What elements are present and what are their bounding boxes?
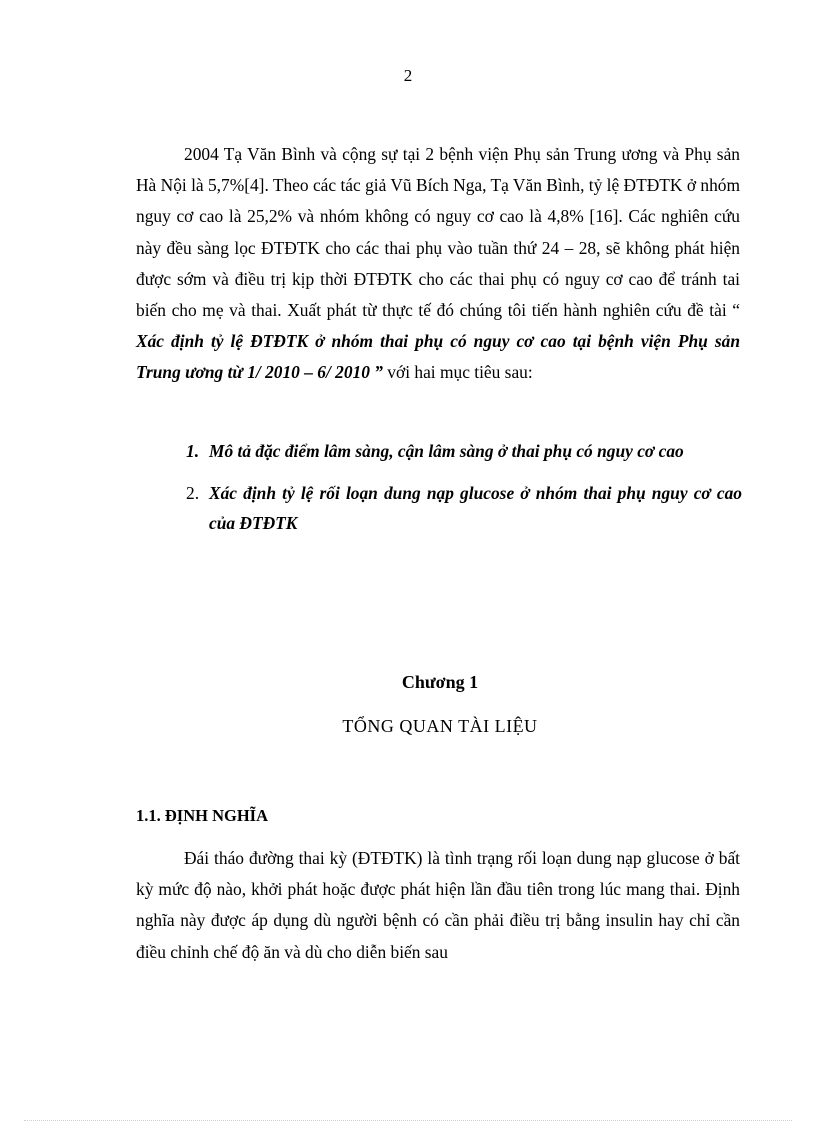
definition-text: Đái tháo đường thai kỳ (ĐTĐTK) là tình trạng rối loạn dung nạp glucose ở bất kỳ mức độ nào, khởi phát hoặc được phát hiện lần đầu tiên trong lúc mang thai. Định nghĩa này được áp dụng dù người bệnh có cần phải điều trị bằng insulin hay chỉ cần điều chỉnh chế độ ăn và dù cho diễn biến sau <box>136 848 740 962</box>
objective-item <box>186 436 742 466</box>
page-number: 2 <box>403 66 413 85</box>
section-heading: 1.1. ĐỊNH NGHĨA <box>136 806 269 825</box>
definition-paragraph <box>136 843 740 968</box>
objective-item <box>186 478 742 538</box>
chapter-title: TỔNG QUAN TÀI LIỆU <box>342 716 538 736</box>
chapter-number: Chương 1 <box>401 672 479 692</box>
intro-paragraph <box>136 139 740 389</box>
intro-text: 2004 Tạ Văn Bình và cộng sự tại 2 bệnh viện Phụ sản Trung ương và Phụ sản Hà Nội là 5,7%[4]. Theo các tác giả Vũ Bích Nga, Tạ Văn Bình, tỷ lệ ĐTĐTK ở nhóm nguy cơ cao là 25,2% và nhóm không có nguy cơ cao là 4,8% [16]. Các nghiên cứu này đều sàng lọc ĐTĐTK cho các thai phụ vào tuần thứ 24 – 28, sẽ không phát hiện được sớm và điều trị kịp thời ĐTĐTK cho các thai phụ có nguy cơ cao để tránh tai biến cho mẹ và thai. Xuất phát từ thực tế đó chúng tôi tiến hành nghiên cứu đề tài “ <box>136 144 740 321</box>
study-title: Xác định tỷ lệ ĐTĐTK ở nhóm thai phụ có nguy cơ cao tại bệnh viện Phụ sản Trung ương từ 1/ 2010 – 6/ 2010 ” <box>136 331 740 383</box>
objective-text: Mô tả đặc điểm lâm sàng, cận lâm sàng ở thai phụ có nguy cơ cao <box>209 441 684 461</box>
intro-text-end: với hai mục tiêu sau: <box>382 362 533 383</box>
objective-number: 1. <box>186 441 200 461</box>
objective-text: Xác định tỷ lệ rối loạn dung nạp glucose ở nhóm thai phụ nguy cơ cao của ĐTĐTK <box>209 483 742 533</box>
objective-number: 2. <box>186 483 200 503</box>
page-divider <box>24 1120 792 1121</box>
